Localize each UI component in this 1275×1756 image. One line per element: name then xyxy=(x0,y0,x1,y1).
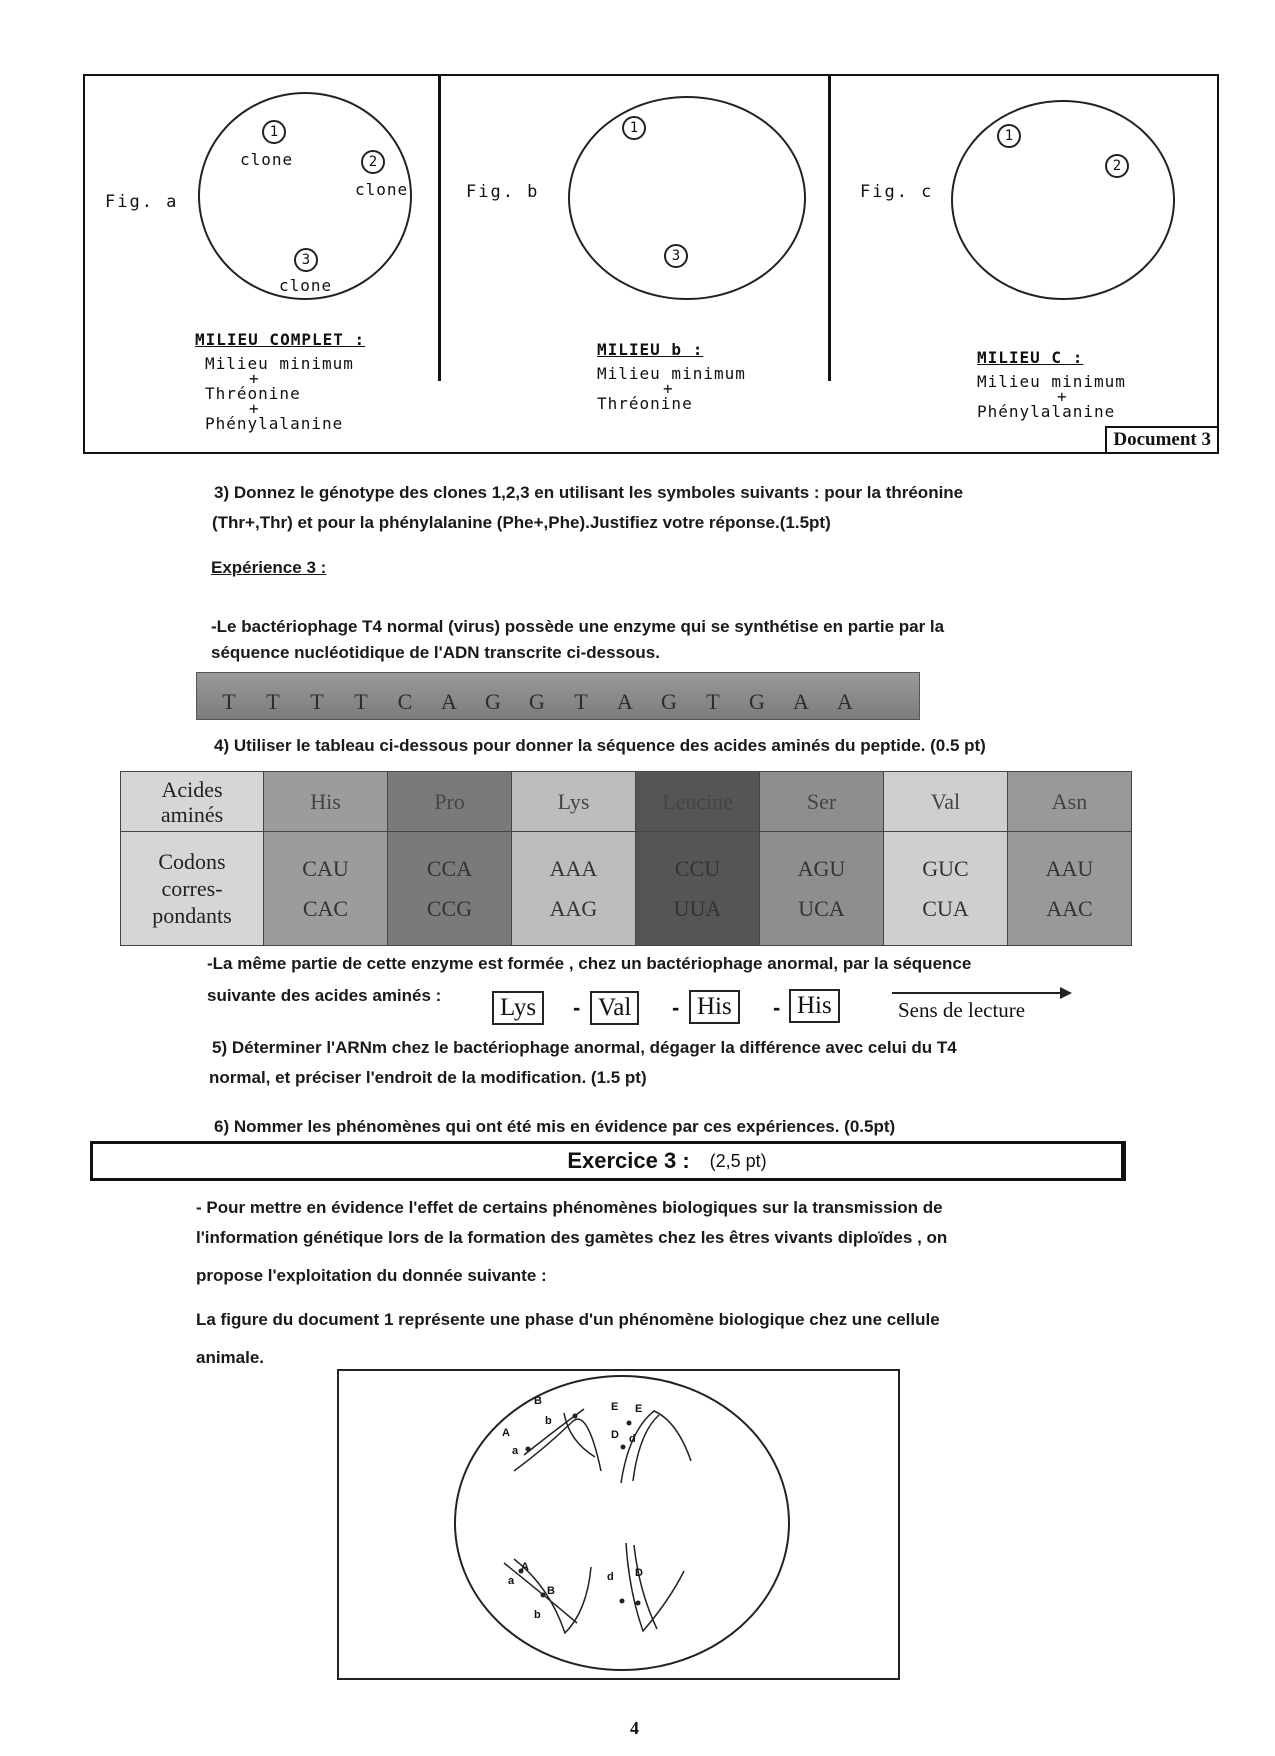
clone-1-marker: 1 xyxy=(622,116,646,140)
codon: AAG xyxy=(549,895,598,921)
clone-1-marker: 1 xyxy=(262,120,286,144)
question-5-line1: 5) Déterminer l'ARNm chez le bactériophage anormal, dégager la différence avec celui du T4 xyxy=(212,1038,957,1057)
nucleotide: A xyxy=(837,689,853,714)
medium-title: MILIEU COMPLET : xyxy=(195,330,366,349)
question-4: 4) Utiliser le tableau ci-dessous pour donner la séquence des acides aminés du peptide. (0.5 pt) xyxy=(214,736,986,755)
nucleotide: C xyxy=(397,689,413,714)
nucleotide: T xyxy=(266,689,280,714)
medium-plus: + xyxy=(249,399,260,418)
clone-1-marker: 1 xyxy=(997,124,1021,148)
document-3-label: Document 3 xyxy=(1105,426,1219,454)
medium-c xyxy=(977,346,1126,424)
nucleotide: T xyxy=(354,689,368,714)
row-header-codons xyxy=(121,832,264,946)
peptide-bond-dash: - xyxy=(672,995,680,1020)
nucleotide: G xyxy=(749,689,765,714)
amino-acid-row xyxy=(121,772,1132,832)
row-header-amino-acids xyxy=(121,772,264,832)
medium-line: Thréonine xyxy=(597,394,693,413)
petri-dish-c xyxy=(951,100,1175,300)
fig-a-label: Fig. a xyxy=(105,192,179,212)
medium-line: Thréonine xyxy=(205,384,301,403)
amino-acid-cell: Asn xyxy=(1008,772,1132,832)
header-line: corres- xyxy=(161,876,223,901)
medium-line: Milieu minimum xyxy=(597,364,746,383)
medium-plus: + xyxy=(249,369,260,388)
clone-label: clone xyxy=(355,180,409,199)
nucleotide: G xyxy=(529,689,545,714)
codon-cell xyxy=(264,832,388,946)
centromere xyxy=(627,1421,632,1426)
allele-label: B xyxy=(534,1395,542,1407)
abnormal-aa-his: His xyxy=(689,990,740,1024)
amino-acid-cell: Leucine xyxy=(636,772,760,832)
amino-acid-cell: Lys xyxy=(512,772,636,832)
medium-b xyxy=(597,338,746,416)
abnormal-aa-his: His xyxy=(789,989,840,1023)
panel-divider xyxy=(828,74,831,381)
intro-line1: - Pour mettre en évidence l'effet de certains phénomènes biologiques sur la transmission de xyxy=(196,1198,943,1217)
codon-cell xyxy=(512,832,636,946)
experience-3-line1: -Le bactériophage T4 normal (virus) possède une enzyme qui se synthétise en partie par la xyxy=(211,617,945,636)
header-line: pondants xyxy=(152,903,232,928)
medium-title: MILIEU C : xyxy=(977,348,1084,367)
codon: CAU xyxy=(302,855,349,881)
allele-label: B xyxy=(547,1585,555,1597)
codon-cell xyxy=(760,832,884,946)
nucleotide: T xyxy=(222,689,236,714)
nucleotide: G xyxy=(661,689,677,714)
nucleotide: T xyxy=(310,689,324,714)
question-3-line1: 3) Donnez le génotype des clones 1,2,3 en utilisant les symboles suivants : pour la thréonine xyxy=(214,483,964,502)
allele-label: d xyxy=(607,1571,614,1583)
dna-sequence-strip xyxy=(196,672,920,720)
allele-label: D xyxy=(611,1429,619,1441)
allele-label: A xyxy=(521,1561,529,1573)
codon-row xyxy=(121,832,1132,946)
clone-2-marker: 2 xyxy=(361,150,385,174)
centromere xyxy=(541,1593,546,1598)
codon-cell xyxy=(388,832,512,946)
abnormal-line2: suivante des acides aminés : xyxy=(207,986,442,1005)
medium-line: Milieu minimum xyxy=(205,354,354,373)
allele-label: E xyxy=(635,1403,643,1415)
experience-3-line2: séquence nucléotidique de l'ADN transcrite ci-dessous. xyxy=(211,643,660,662)
exercise-3-banner xyxy=(90,1141,1126,1181)
reading-direction-label: Sens de lecture xyxy=(898,998,1026,1022)
nucleotide: A xyxy=(793,689,809,714)
nucleotide: G xyxy=(485,689,501,714)
header-line: Acides xyxy=(161,776,223,802)
chromosome xyxy=(514,1419,601,1471)
cell-membrane xyxy=(455,1376,789,1670)
petri-dish-b xyxy=(568,96,806,300)
amino-acid-cell: Pro xyxy=(388,772,512,832)
codon: UCA xyxy=(798,895,845,921)
codon: CCU xyxy=(674,855,721,881)
medium-plus: + xyxy=(1057,387,1068,406)
nucleotide: T xyxy=(706,689,720,714)
header-line: aminés xyxy=(160,801,224,827)
abnormal-line1: -La même partie de cette enzyme est formée , chez un bactériophage anormal, par la séquence xyxy=(207,954,972,973)
codon-cell xyxy=(884,832,1008,946)
clone-label: clone xyxy=(279,276,333,295)
figure-description-line2: animale. xyxy=(196,1348,265,1367)
allele-label: a xyxy=(508,1575,515,1587)
experience-3-title: Expérience 3 : xyxy=(211,558,327,577)
codon: GUC xyxy=(922,855,969,881)
intro-line3: propose l'exploitation du donnée suivante : xyxy=(196,1266,547,1285)
allele-label: b xyxy=(545,1415,552,1427)
question-6: 6) Nommer les phénomènes qui ont été mis en évidence par ces expériences. (0.5pt) xyxy=(214,1117,896,1136)
abnormal-aa-lys: Lys xyxy=(492,991,544,1025)
peptide-bond-dash: - xyxy=(573,995,581,1020)
abnormal-aa-val: Val xyxy=(590,991,639,1025)
medium-line: Milieu minimum xyxy=(977,372,1126,391)
codon: AAA xyxy=(549,855,598,881)
medium-plus: + xyxy=(663,379,674,398)
codon: CCG xyxy=(426,895,473,921)
clone-3-marker: 3 xyxy=(664,244,688,268)
panel-divider xyxy=(438,74,441,381)
codon-cell xyxy=(636,832,760,946)
codon: CAC xyxy=(302,895,349,921)
exercise-points: (2,5 pt) xyxy=(709,1150,767,1171)
centromere xyxy=(621,1445,626,1450)
medium-line: Phénylalanine xyxy=(977,402,1116,421)
centromere xyxy=(636,1601,641,1606)
centromere xyxy=(620,1599,625,1604)
fig-c-label: Fig. c xyxy=(860,182,934,202)
codon: AAU xyxy=(1045,855,1094,881)
amino-acid-cell: Val xyxy=(884,772,1008,832)
allele-label: a xyxy=(512,1445,519,1457)
header-line: Codons xyxy=(158,849,226,874)
allele-label: E xyxy=(611,1401,619,1413)
codon: AGU xyxy=(797,855,846,881)
centromere xyxy=(526,1447,531,1452)
fig-b-label: Fig. b xyxy=(466,182,540,202)
cell-drawing xyxy=(339,1371,898,1678)
clone-label: clone xyxy=(240,150,294,169)
medium-line: Phénylalanine xyxy=(205,414,344,433)
question-5-line2: normal, et préciser l'endroit de la modification. (1.5 pt) xyxy=(209,1068,647,1087)
amino-acid-cell: Ser xyxy=(760,772,884,832)
figure-description-line1: La figure du document 1 représente une phase d'un phénomène biologique chez une cellule xyxy=(196,1310,940,1329)
chromosome xyxy=(633,1415,659,1481)
chromosome xyxy=(634,1545,657,1629)
nucleotide: T xyxy=(574,689,588,714)
question-3-line2: (Thr+,Thr) et pour la phénylalanine (Phe+,Phe).Justifiez votre réponse.(1.5pt) xyxy=(212,513,831,532)
cell-figure-frame xyxy=(337,1369,900,1680)
chromosome xyxy=(621,1411,691,1483)
peptide-bond-dash: - xyxy=(773,995,781,1020)
clone-2-marker: 2 xyxy=(1105,154,1129,178)
codon: UUA xyxy=(673,895,722,921)
amino-acid-cell: His xyxy=(264,772,388,832)
figure-panel xyxy=(83,74,1219,454)
medium-complete xyxy=(195,328,365,436)
nucleotide: A xyxy=(441,689,457,714)
codon: CCA xyxy=(426,855,473,881)
allele-label: A xyxy=(502,1427,510,1439)
arrow-right-icon xyxy=(892,992,1070,994)
medium-title: MILIEU b : xyxy=(597,340,704,359)
allele-label: d xyxy=(629,1433,636,1445)
allele-label: b xyxy=(534,1609,541,1621)
intro-line2: l'information génétique lors de la formation des gamètes chez les êtres vivants diploïdes , on xyxy=(196,1228,948,1247)
page-number: 4 xyxy=(630,1718,639,1738)
exercise-title: Exercice 3 : xyxy=(567,1148,690,1173)
clone-3-marker: 3 xyxy=(294,248,318,272)
codon: AAC xyxy=(1046,895,1093,921)
codon-cell xyxy=(1008,832,1132,946)
codon-table xyxy=(120,771,1132,946)
centromere xyxy=(573,1414,578,1419)
allele-label: D xyxy=(635,1567,643,1579)
codon: CUA xyxy=(922,895,969,921)
nucleotide: A xyxy=(617,689,633,714)
